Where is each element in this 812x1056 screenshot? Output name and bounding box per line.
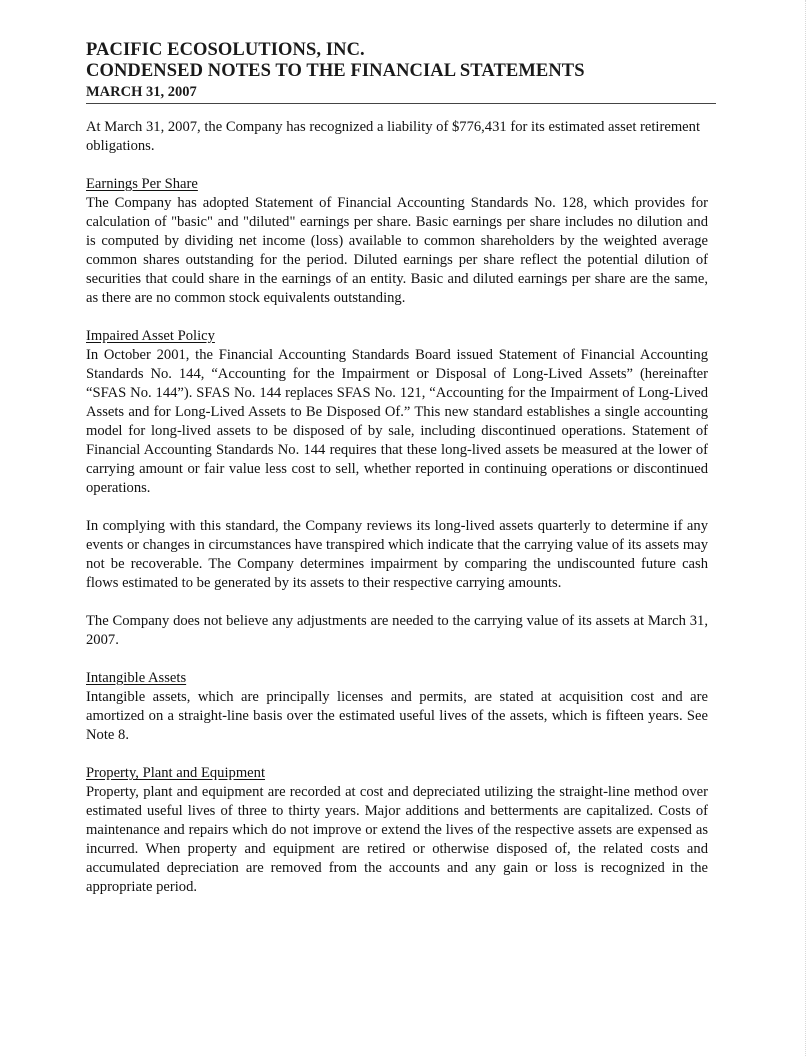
header-divider xyxy=(86,103,716,104)
company-name: PACIFIC ECOSOLUTIONS, INC. xyxy=(86,40,365,60)
document-body xyxy=(86,118,708,916)
section-paragraph: In complying with this standard, the Company reviews its long-lived assets quarterly to determine if any events or changes in circumstances have transpired which indicate that the carrying value of its assets may not be recoverable. The Company determines impairment by comparing the undiscounted future cash flows estimated to be generated by its assets to their respective carrying amounts. xyxy=(86,518,708,591)
section-earnings-per-share xyxy=(86,175,708,308)
section-heading: Impaired Asset Policy xyxy=(86,328,215,344)
section-heading: Property, Plant and Equipment xyxy=(86,765,266,781)
section-heading: Intangible Assets xyxy=(86,670,187,686)
document-date: MARCH 31, 2007 xyxy=(86,84,197,100)
section-paragraph: In October 2001, the Financial Accounting Standards Board issued Statement of Financial Accounting Standards No. 144, “Accounting for the Impairment or Disposal of Long-Lived Assets” (hereinafter “SFAS No. 144”). SFAS No. 144 replaces SFAS No. 121, “Accounting for the Impairment of Long-Lived Assets and for Long-Lived Assets to Be Disposed Of.” This new standard establishes a single accounting model for long-lived assets to be disposed of by sale, including discontinued operations. Statement of Financial Accounting Standards No. 144 requires that these long-lived assets be measured at the lower of carrying amount or fair value less cost to sell, whether reported in continuing operations or discontinued operations. xyxy=(86,347,708,496)
document-header xyxy=(86,40,710,102)
section-paragraph: The Company does not believe any adjustments are needed to the carrying value of its assets at March 31, 2007. xyxy=(86,613,708,648)
section-paragraph: The Company has adopted Statement of Financial Accounting Standards No. 128, which provides for calculation of "basic" and "diluted" earnings per share. Basic earnings per share includes no dilution and is computed by dividing net income (loss) available to common shareholders by the weighted average common shares outstanding for the period. Diluted earnings per share reflect the potential dilution of securities that could share in the earnings of an entity. Basic and diluted earnings per share are the same, as there are no common stock equivalents outstanding. xyxy=(86,195,708,306)
section-paragraph: Property, plant and equipment are recorded at cost and depreciated utilizing the straight-line method over estimated useful lives of three to thirty years. Major additions and betterments are capitalized. Costs of maintenance and repairs which do not improve or extend the lives of the respective assets are expensed as incurred. When property and equipment are retired or otherwise disposed of, the related costs and accumulated depreciation are removed from the accounts and any gain or loss is recognized in the appropriate period. xyxy=(86,784,708,895)
section-property-plant-equipment xyxy=(86,764,708,897)
section-heading: Earnings Per Share xyxy=(86,176,198,192)
scan-edge-artifact xyxy=(805,0,806,1056)
section-intangible-assets xyxy=(86,669,708,745)
intro-paragraph: At March 31, 2007, the Company has recognized a liability of $776,431 for its estimated asset retirement obligations. xyxy=(86,119,700,154)
section-paragraph: Intangible assets, which are principally licenses and permits, are stated at acquisition cost and are amortized on a straight-line basis over the estimated useful lives of the assets, which is fifteen years. See Note 8. xyxy=(86,689,708,743)
document-title: CONDENSED NOTES TO THE FINANCIAL STATEMENTS xyxy=(86,61,585,81)
section-impaired-asset-policy xyxy=(86,327,708,650)
